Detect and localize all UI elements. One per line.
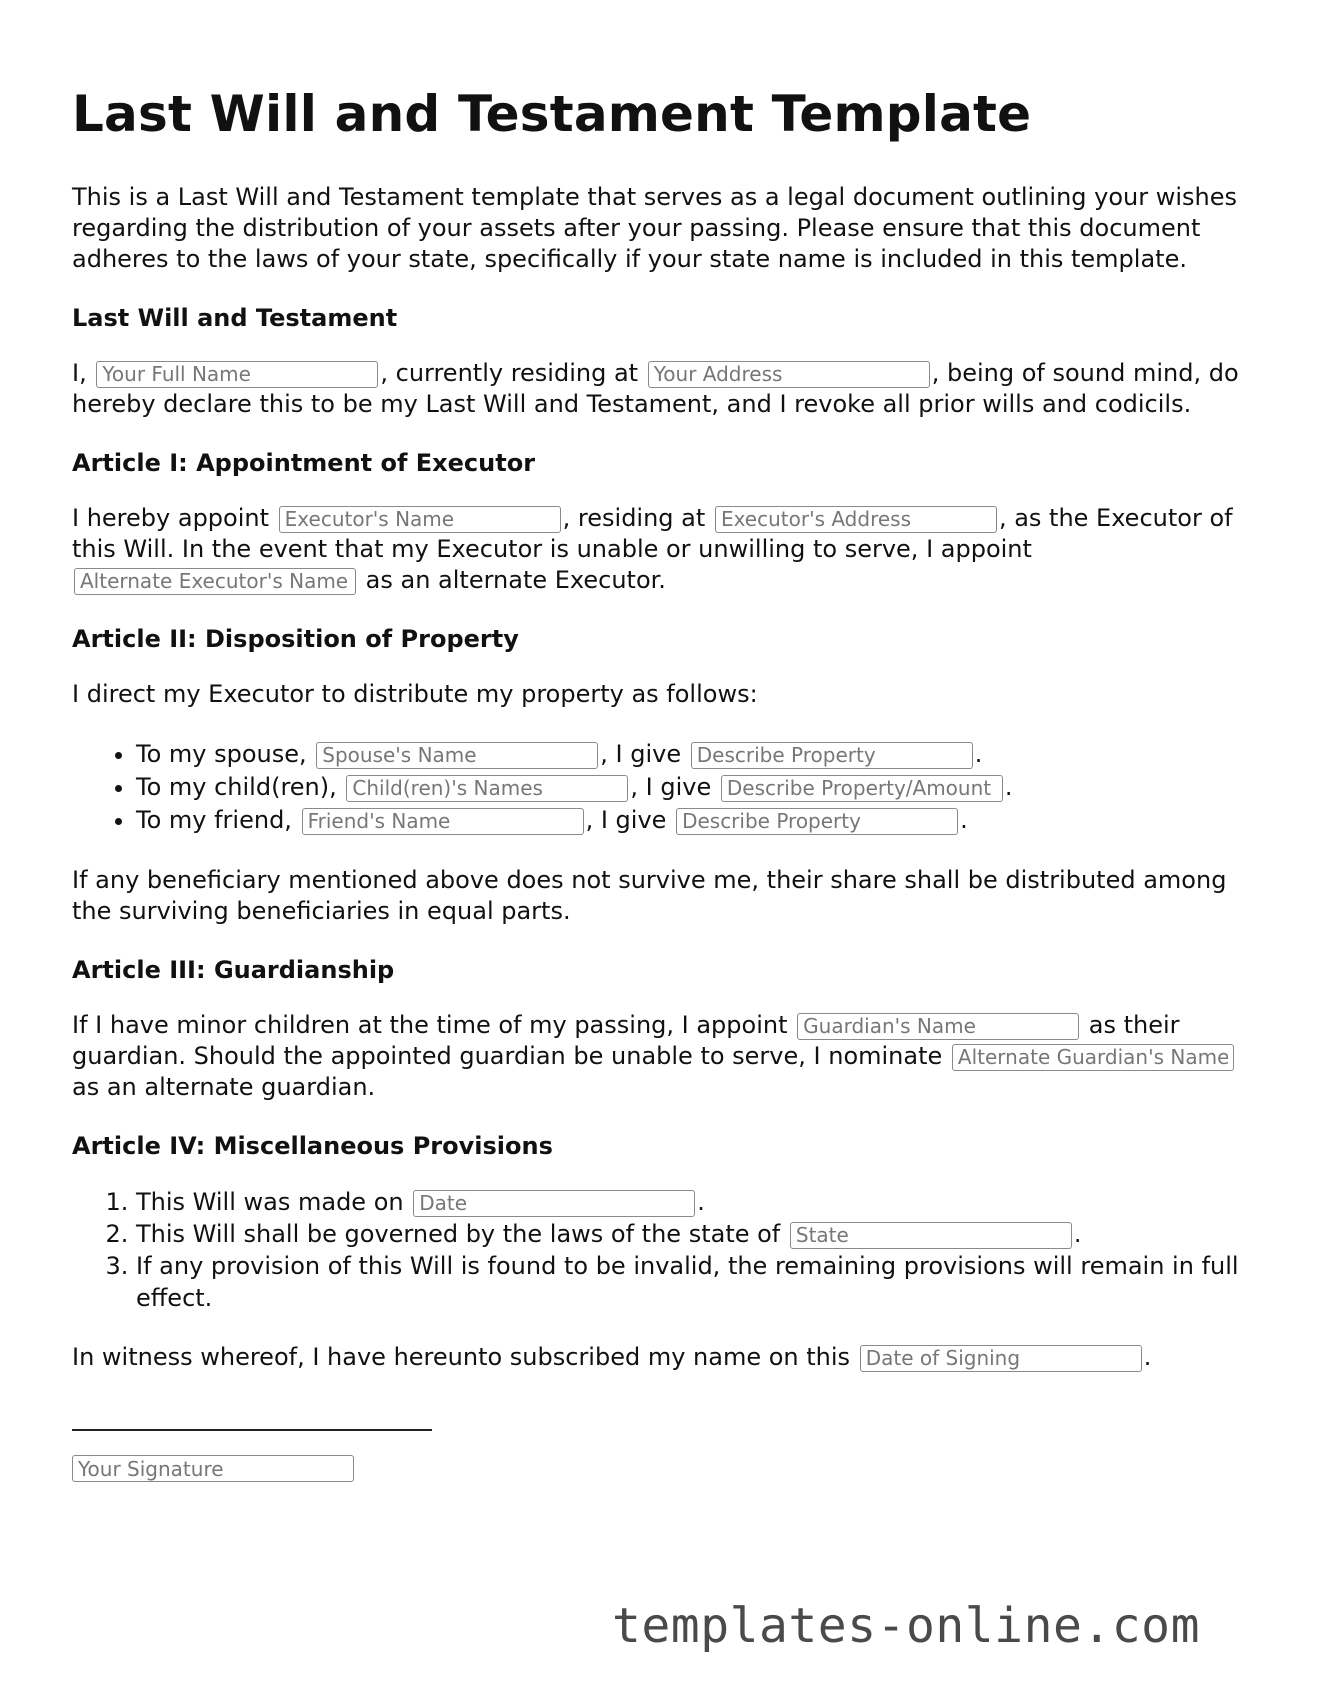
alternate-executor-input[interactable] xyxy=(74,568,356,595)
article-3-paragraph xyxy=(72,1010,1252,1103)
article-1-heading: Article I: Appointment of Executor xyxy=(72,449,536,477)
misc-item-severability: 3. If any provision of this Will is found to be invalid, the remaining provisions will remain in full effect. xyxy=(136,1250,1252,1314)
misc-item-text: This Will shall be governed by the laws of the state of xyxy=(136,1220,781,1248)
article-2-intro: I direct my Executor to distribute my property as follows: xyxy=(72,680,758,708)
article-2-heading: Article II: Disposition of Property xyxy=(72,625,519,653)
give-text: , I give xyxy=(585,806,667,834)
article-3-heading: Article III: Guardianship xyxy=(72,956,395,984)
page-title: Last Will and Testament Template xyxy=(72,85,1032,143)
property-item-spouse xyxy=(136,738,1252,771)
witness-text: In witness whereof, I have hereunto subscribed my name on this xyxy=(72,1343,851,1371)
period: . xyxy=(1143,1343,1152,1371)
executor-name-input[interactable] xyxy=(279,506,561,533)
misc-provisions-list xyxy=(72,1186,1252,1314)
signing-date-input[interactable] xyxy=(860,1345,1142,1372)
declaration-text-residing: , currently residing at xyxy=(380,359,639,387)
article-4-heading: Article IV: Miscellaneous Provisions xyxy=(72,1132,553,1160)
children-names-input[interactable] xyxy=(346,775,628,802)
witness-paragraph xyxy=(72,1342,1252,1373)
executor-address-input[interactable] xyxy=(715,506,997,533)
article-3-text-middle: as their guardian. Should the appointed guardian be unable to serve, I nominate xyxy=(72,1011,1180,1070)
spouse-name-input[interactable] xyxy=(316,742,598,769)
document-page xyxy=(72,84,1252,1482)
declaration-heading: Last Will and Testament xyxy=(72,304,398,332)
period: . xyxy=(960,806,968,834)
full-name-input[interactable] xyxy=(96,361,378,388)
friend-property-input[interactable] xyxy=(676,808,958,835)
friend-name-input[interactable] xyxy=(302,808,584,835)
alternate-guardian-input[interactable] xyxy=(952,1044,1234,1071)
article-3-text-start: If I have minor children at the time of my passing, I appoint xyxy=(72,1011,788,1039)
property-item-label: To my spouse, xyxy=(136,740,307,768)
intro-paragraph: This is a Last Will and Testament template that serves as a legal document outlining your wishes regarding the distribution of your assets after your passing. Please ensure that this document adheres to the laws of your state, specifically if your state name is included in this template. xyxy=(72,183,1238,273)
property-item-label: To my friend, xyxy=(136,806,292,834)
misc-item-date xyxy=(136,1186,1252,1218)
misc-item-state xyxy=(136,1218,1252,1250)
property-item-children xyxy=(136,771,1252,804)
watermark-text: templates-online.com xyxy=(612,1598,1200,1654)
property-item-label: To my child(ren), xyxy=(136,773,337,801)
article-1-text-middle: , as the Executor of this Will. In the event that my Executor is unable or unwilling to serve, I appoint xyxy=(72,504,1233,563)
period: . xyxy=(1004,773,1013,801)
address-input[interactable] xyxy=(648,361,930,388)
spouse-property-input[interactable] xyxy=(691,742,973,769)
article-1-text-end: as an alternate Executor. xyxy=(365,566,666,594)
article-3-text-end: as an alternate guardian. xyxy=(72,1073,376,1101)
article-1-text-start: I hereby appoint xyxy=(72,504,270,532)
period: . xyxy=(1073,1220,1082,1248)
children-property-input[interactable] xyxy=(721,775,1003,802)
period: . xyxy=(697,1188,705,1216)
guardian-name-input[interactable] xyxy=(797,1013,1079,1040)
period: . xyxy=(974,740,983,768)
signature-input[interactable] xyxy=(72,1455,354,1482)
give-text: , I give xyxy=(630,773,712,801)
declaration-text-start: I, xyxy=(72,359,87,387)
property-item-friend xyxy=(136,804,1252,837)
declaration-paragraph xyxy=(72,358,1252,420)
will-date-input[interactable] xyxy=(413,1190,695,1217)
article-1-text-residing: , residing at xyxy=(562,504,706,532)
declaration-text-end: , being of sound mind, do hereby declare this to be my Last Will and Testament, and I revoke all prior wills and codicils. xyxy=(72,359,1239,418)
state-input[interactable] xyxy=(790,1222,1072,1249)
property-list xyxy=(72,738,1252,837)
article-1-paragraph xyxy=(72,503,1252,596)
misc-item-text: This Will was made on xyxy=(136,1188,404,1216)
give-text: , I give xyxy=(600,740,682,768)
survivor-clause: If any beneficiary mentioned above does not survive me, their share shall be distributed among the surviving beneficiaries in equal parts. xyxy=(72,866,1227,925)
signature-line xyxy=(72,1429,432,1431)
